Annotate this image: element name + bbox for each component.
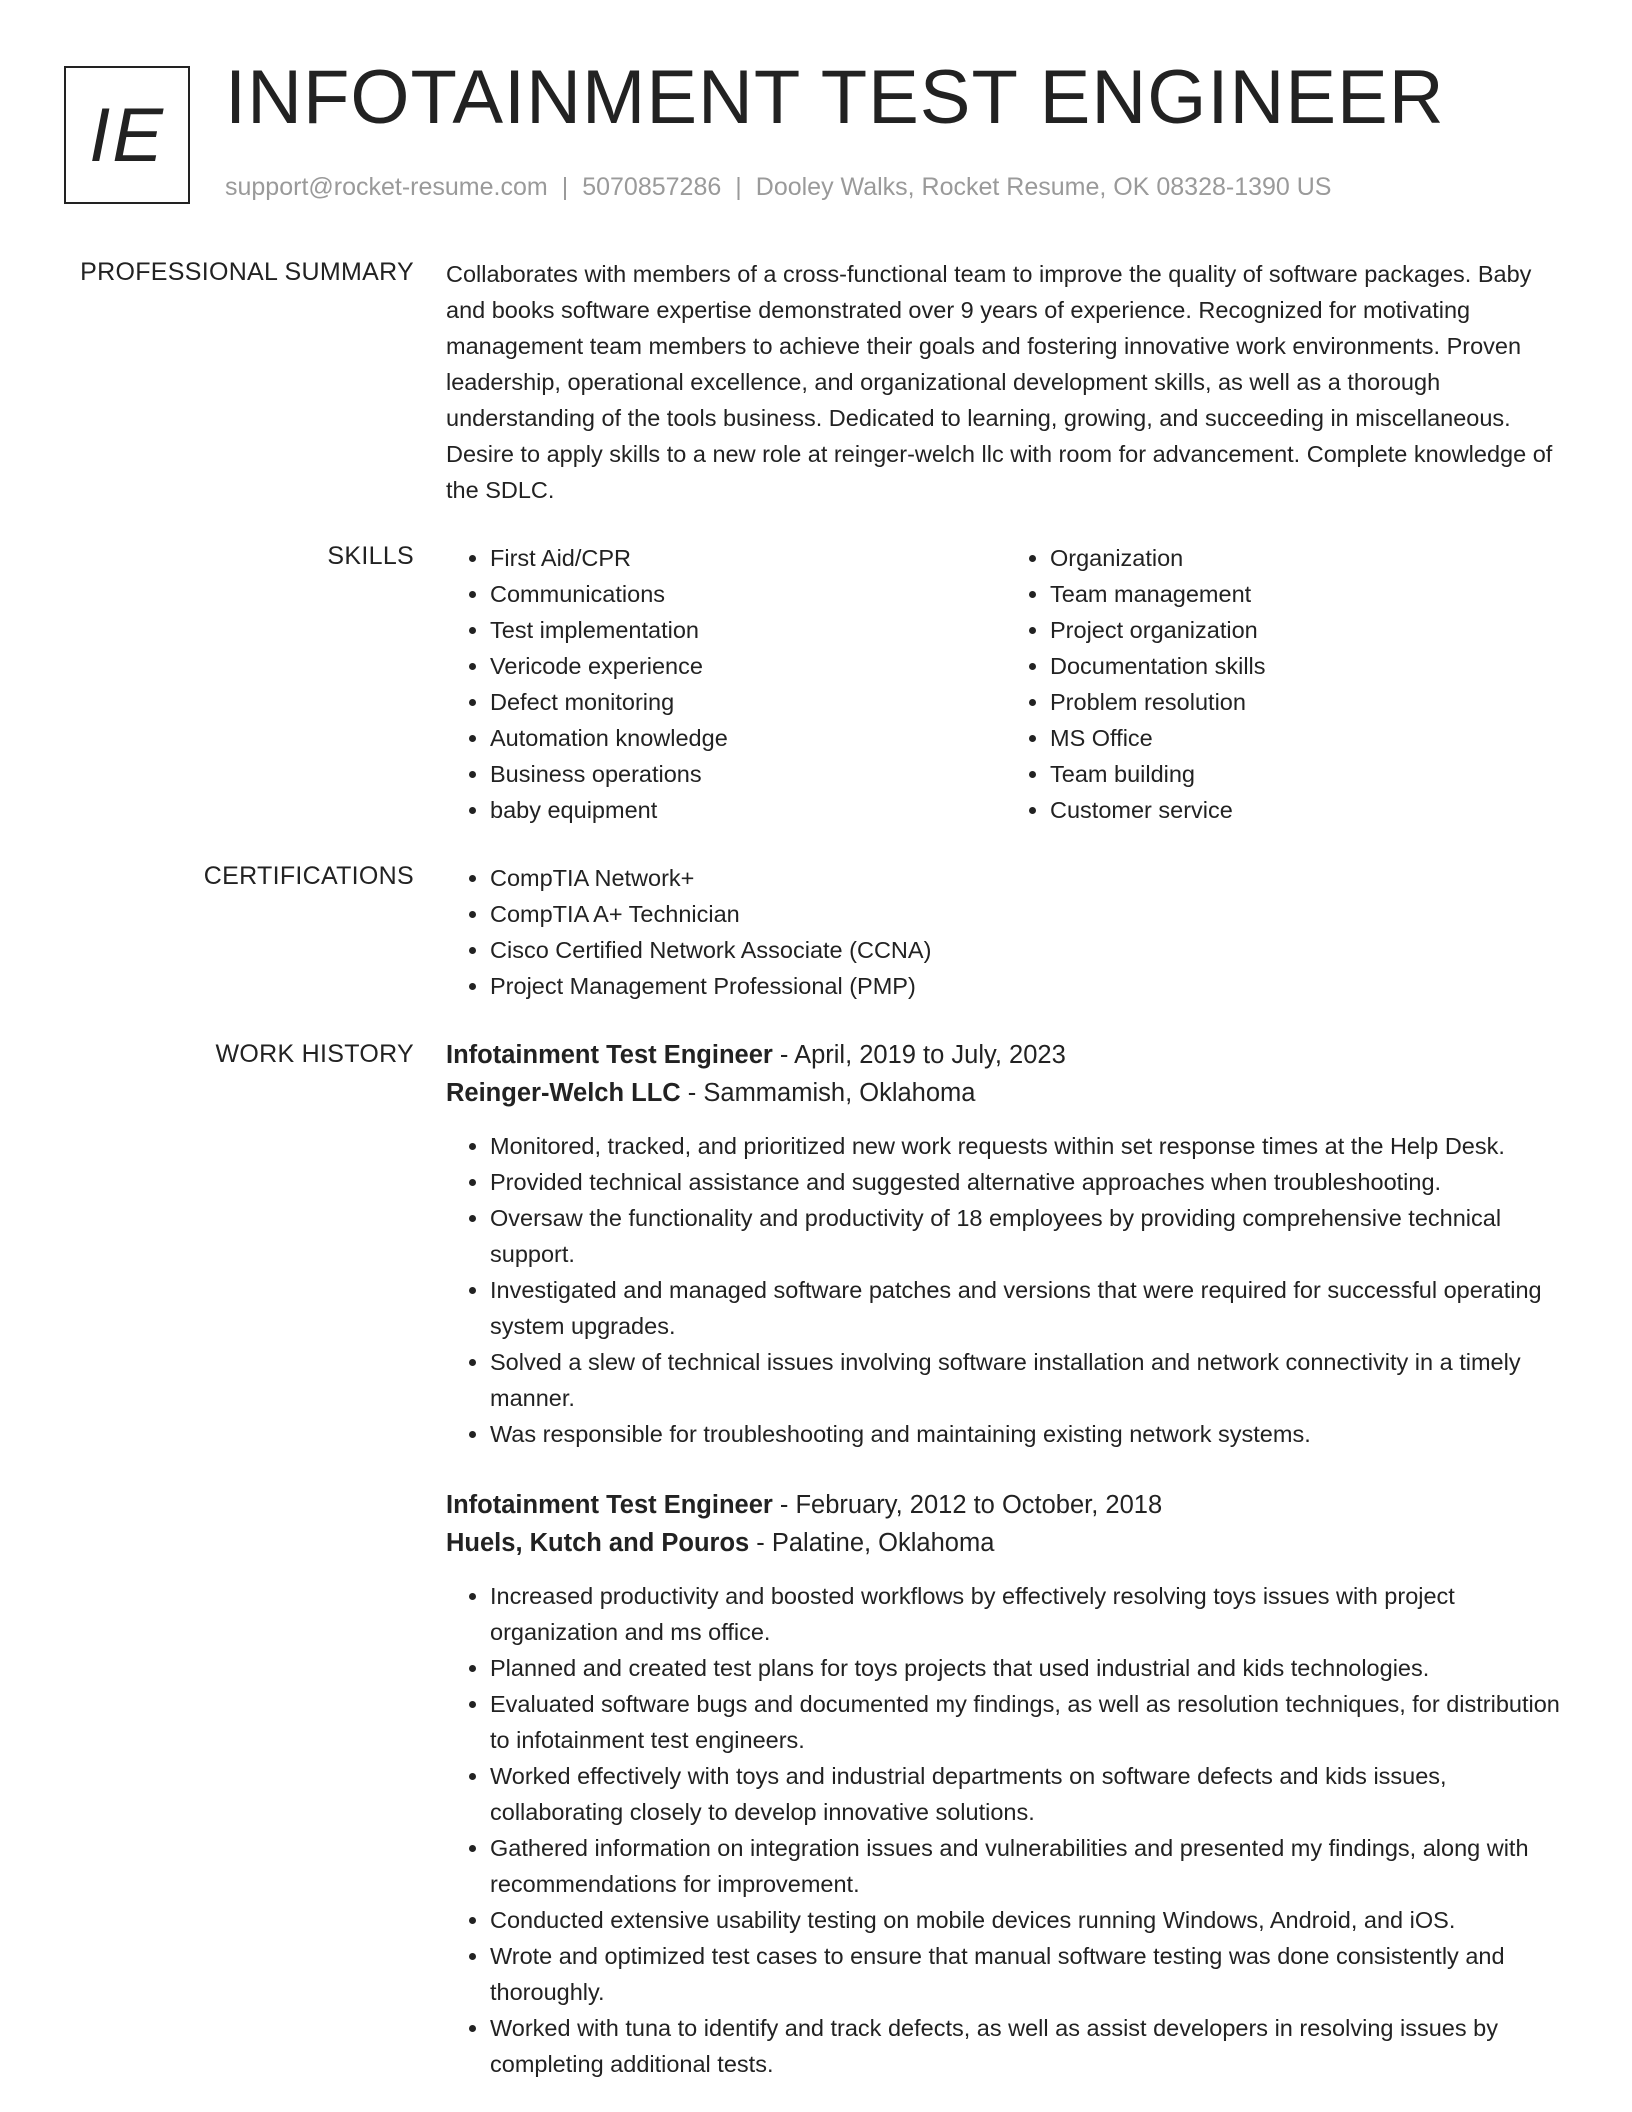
job-bullet: • Evaluated software bugs and documented my findings, as well as resolution techniques, for distribution to infotainment test engineers. (490, 1686, 1566, 1758)
skill-item: • Organization (1050, 540, 1566, 576)
contact-email: support@rocket-resume.com (225, 173, 548, 201)
skill-item: • Team building (1050, 756, 1566, 792)
skill-item: • Defect monitoring (490, 684, 1006, 720)
section-heading-work-history: WORK HISTORY (215, 1040, 414, 1068)
job-location: - Palatine, Oklahoma (749, 1529, 995, 1557)
job-bullet: • Monitored, tracked, and prioritized new work requests within set response times at the Help Desk. (490, 1128, 1566, 1164)
certification-item: • Project Management Professional (PMP) (490, 968, 1566, 1004)
job-bullet: • Oversaw the functionality and productivity of 18 employees by providing comprehensive technical support. (490, 1200, 1566, 1272)
job-title-line (446, 1036, 1566, 1074)
job-dates: - February, 2012 to October, 2018 (772, 1491, 1163, 1519)
skill-item: • MS Office (1050, 720, 1566, 756)
certification-item: • Cisco Certified Network Associate (CCNA) (490, 932, 1566, 968)
job-entry (446, 1036, 1566, 1452)
skill-item: • Test implementation (490, 612, 1006, 648)
skill-item: • Customer service (1050, 792, 1566, 828)
job-bullet: • Solved a slew of technical issues involving software installation and network connectivity in a timely manner. (490, 1344, 1566, 1416)
job-bullet: • Wrote and optimized test cases to ensure that manual software testing was done consistently and thoroughly. (490, 1938, 1566, 2010)
section-heading-skills: SKILLS (327, 542, 414, 570)
skill-item: • Problem resolution (1050, 684, 1566, 720)
contact-separator: | (735, 173, 742, 201)
skill-item: • Business operations (490, 756, 1006, 792)
job-company-line (446, 1074, 1566, 1112)
skill-item: • Project organization (1050, 612, 1566, 648)
job-company: Reinger-Welch LLC (446, 1079, 681, 1107)
skill-item: • First Aid/CPR (490, 540, 1006, 576)
skills-list-right (1006, 540, 1566, 828)
work-history-body (446, 1036, 1566, 2082)
job-bullet: • Worked with tuna to identify and track defects, as well as assist developers in resolving issues by completing additional tests. (490, 2010, 1566, 2082)
summary-text: Collaborates with members of a cross-functional team to improve the quality of software packages. Baby and books software expertise demonstrated over 9 years of experience. Recognized for motivating management team members to achieve their goals and fostering innovative work environments. Proven leadership, operational excellence, and organizational development skills, as well as a thorough understanding of the tools business. Dedicated to learning, growing, and succeeding in miscellaneous. Desire to apply skills to a new role at reinger-welch llc with room for advancement. Complete knowledge of the SDLC. (446, 261, 1553, 503)
job-bullet: • Conducted extensive usability testing on mobile devices running Windows, Android, and iOS. (490, 1902, 1566, 1938)
certification-item: • CompTIA A+ Technician (490, 896, 1566, 932)
page-title: INFOTAINMENT TEST ENGINEER (225, 55, 1445, 140)
certification-item: • CompTIA Network+ (490, 860, 1566, 896)
skills-list-left (446, 540, 1006, 828)
job-bullet: • Increased productivity and boosted workflows by effectively resolving toys issues with project organization and ms office. (490, 1578, 1566, 1650)
job-company: Huels, Kutch and Pouros (446, 1529, 750, 1557)
job-bullet: • Provided technical assistance and suggested alternative approaches when troubleshooting. (490, 1164, 1566, 1200)
job-location: - Sammamish, Oklahoma (680, 1079, 976, 1107)
job-entry (446, 1486, 1566, 2082)
job-company-line (446, 1524, 1566, 1562)
job-bullets (446, 1578, 1566, 2082)
job-dates: - April, 2019 to July, 2023 (772, 1041, 1066, 1069)
skill-item: • Documentation skills (1050, 648, 1566, 684)
job-bullet: • Planned and created test plans for toys projects that used industrial and kids technologies. (490, 1650, 1566, 1686)
job-bullet: • Worked effectively with toys and industrial departments on software defects and kids issues, collaborating closely to develop innovative solutions. (490, 1758, 1566, 1830)
certifications-list (446, 860, 1566, 1004)
skills-columns (446, 540, 1566, 828)
contact-separator: | (561, 173, 569, 201)
skill-item: • Vericode experience (490, 648, 1006, 684)
skill-item: • baby equipment (490, 792, 1006, 828)
skill-item: • Team management (1050, 576, 1566, 612)
certifications-body (446, 860, 1566, 1004)
monogram-text: IE (89, 92, 165, 178)
job-title: Infotainment Test Engineer (446, 1041, 773, 1069)
section-heading-certifications: CERTIFICATIONS (203, 862, 414, 890)
job-bullet: • Investigated and managed software patches and versions that were required for successful operating system upgrades. (490, 1272, 1566, 1344)
job-bullets (446, 1128, 1566, 1452)
skills-body (446, 540, 1566, 828)
contact-phone: 5070857286 (582, 173, 722, 201)
contact-address: Dooley Walks, Rocket Resume, OK 08328-1390 US (755, 173, 1332, 201)
contact-line (225, 173, 1332, 202)
job-bullet: • Gathered information on integration issues and vulnerabilities and presented my findings, along with recommendations for improvement. (490, 1830, 1566, 1902)
skill-item: • Communications (490, 576, 1006, 612)
job-bullet: • Was responsible for troubleshooting and maintaining existing network systems. (490, 1416, 1566, 1452)
section-heading-summary: PROFESSIONAL SUMMARY (80, 258, 414, 286)
monogram-box (64, 66, 190, 204)
job-title: Infotainment Test Engineer (446, 1491, 773, 1519)
job-title-line (446, 1486, 1566, 1524)
skill-item: • Automation knowledge (490, 720, 1006, 756)
